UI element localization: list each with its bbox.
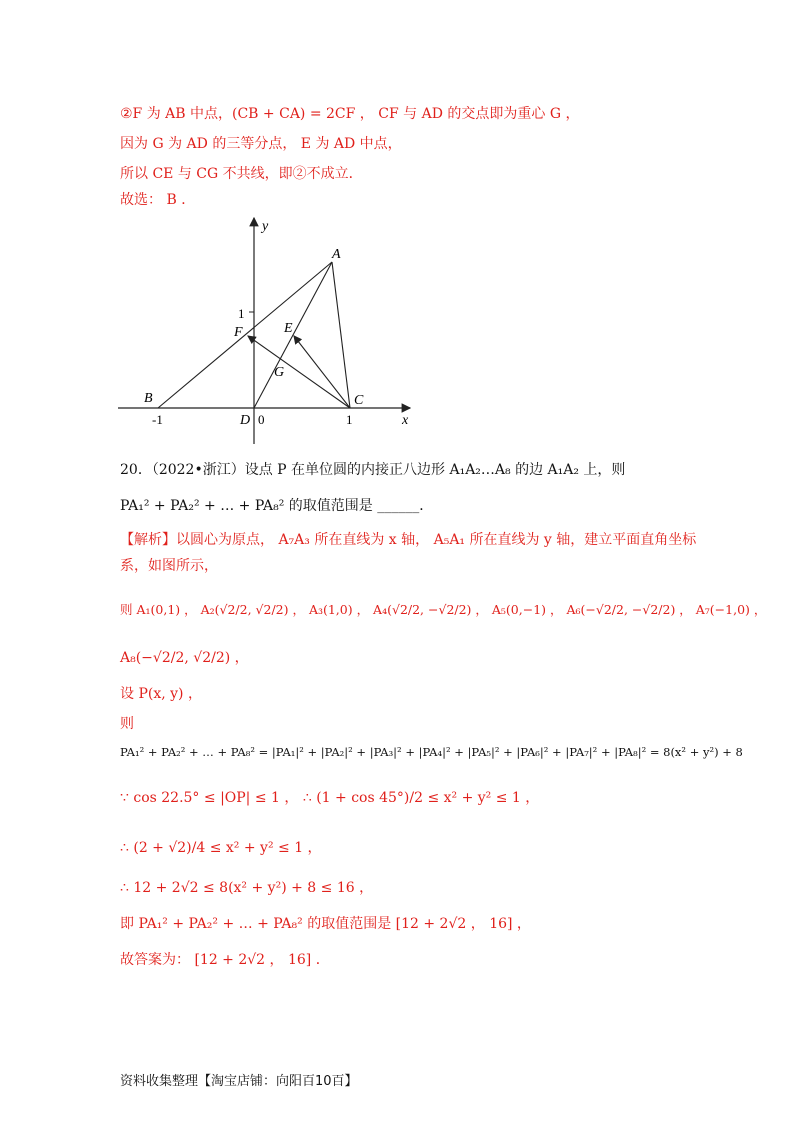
point-label-b: B <box>144 391 153 406</box>
text-line-17: 即 PA₁² + PA₂² + … + PA₈² 的取值范围是 [12 + 2√2 ， 16] ， <box>120 916 531 932</box>
median-ad <box>254 262 332 408</box>
text-line-15: ∴ (2 + √2)/4 ≤ x² + y² ≤ 1 ， <box>120 840 322 856</box>
vector-cf <box>248 336 350 408</box>
point-label-d: D <box>240 413 251 428</box>
text-line-2: 因为 G 为 AD 的三等分点， E 为 AD 中点， <box>120 136 402 152</box>
side-ac <box>332 262 350 408</box>
vector-ce <box>294 336 350 408</box>
side-ab <box>158 262 332 408</box>
text-line-7: 【解析】以圆心为原点， A₇A₃ 所在直线为 x 轴， A₅A₁ 所在直线为 y 轴，建立平面直角坐标 <box>120 532 697 548</box>
text-line-16: ∴ 12 + 2√2 ≤ 8(x² + y²) + 8 ≤ 16 ， <box>120 880 374 896</box>
text-line-13: PA₁² + PA₂² + … + PA₈² = |PA₁|² + |PA₂|² + |PA₃|² + |PA₄|² + |PA₅|² + |PA₆|² + |PA₇|² + |PA₈|² = 8(x² + y²) + 8 <box>120 745 743 759</box>
tick-label-1-x: 1 <box>346 412 353 427</box>
text-line-5: 20．（2022•浙江）设点 P 在单位圆的内接正八边形 A₁A₂…A₈ 的边 A₁A₂ 上，则 <box>120 462 626 478</box>
tick-label-neg1: -1 <box>152 412 163 427</box>
axis-label-y: y <box>262 219 269 234</box>
text-line-10: A₈(−√2/2, √2/2) ， <box>120 650 249 666</box>
text-line-4: 故选： B ． <box>120 192 196 208</box>
point-label-c: C <box>354 393 364 408</box>
point-label-g: G <box>274 365 285 380</box>
tick-label-0: 0 <box>258 412 265 427</box>
point-label-e: E <box>284 321 293 336</box>
text-line-12: 则 <box>120 716 134 732</box>
tick-label-1-y: 1 <box>238 306 245 321</box>
text-line-6: PA₁² + PA₂² + … + PA₈² 的取值范围是 ______． <box>120 498 434 514</box>
text-line-18: 故答案为： [12 + 2√2 ， 16] ． <box>120 952 330 968</box>
text-line-14: ∵ cos 22.5° ≤ |OP| ≤ 1 ， ∴ (1 + cos 45°)/2 ≤ x² + y² ≤ 1 ， <box>120 790 540 806</box>
axis-label-x: x <box>402 413 409 428</box>
text-line-3: 所以 CE 与 CG 不共线，即②不成立． <box>120 166 363 182</box>
text-line-1: ②F 为 AB 中点，(CB + CA) = 2CF ， CF 与 AD 的交点即为重心 G ， <box>120 106 580 122</box>
point-label-f: F <box>234 325 243 340</box>
point-label-a: A <box>332 247 341 262</box>
text-line-11: 设 P(x, y) ， <box>120 686 202 702</box>
geometry-figure <box>118 212 418 452</box>
page-footer: 资料收集整理【淘宝店铺：向阳百10百】 <box>120 1074 358 1089</box>
text-line-8: 系，如图所示， <box>120 558 218 574</box>
text-line-9: 则 A₁(0,1) ， A₂(√2/2, √2/2) ， A₃(1,0) ， A₄(√2/2, −√2/2) ， A₅(0,−1) ， A₆(−√2/2, −√2/2) ， A₇(−1,0) ， <box>120 602 767 617</box>
